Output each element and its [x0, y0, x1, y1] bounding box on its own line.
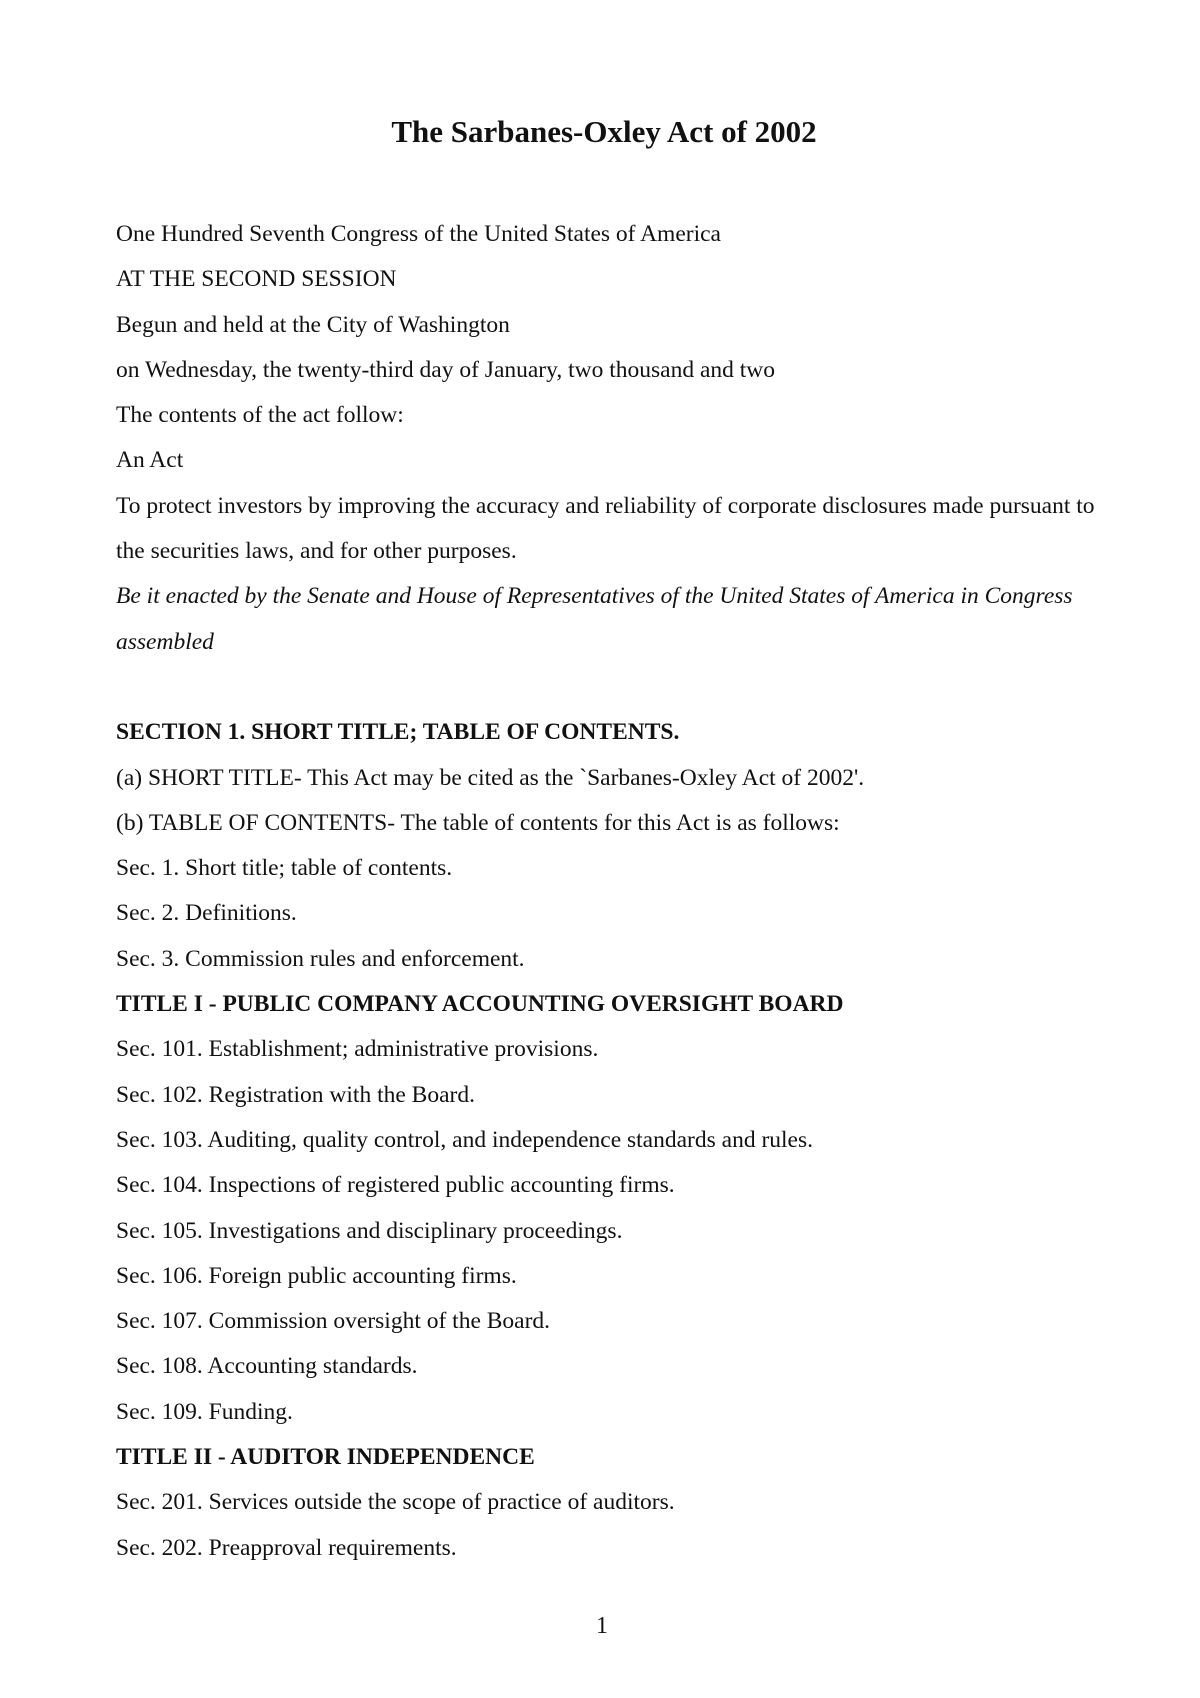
toc-item: Sec. 107. Commission oversight of the Board. — [116, 1308, 551, 1335]
document-title: The Sarbanes-Oxley Act of 2002 — [391, 114, 817, 149]
toc-item: Sec. 106. Foreign public accounting firms. — [116, 1262, 517, 1289]
toc-item: Sec. 3. Commission rules and enforcement. — [116, 945, 525, 972]
toc-item: Sec. 105. Investigations and disciplinary proceedings. — [116, 1217, 623, 1244]
toc-item: Sec. 2. Definitions. — [116, 900, 297, 927]
title-1-heading: TITLE I - PUBLIC COMPANY ACCOUNTING OVERSIGHT BOARD — [116, 991, 844, 1018]
page-number: 1 — [596, 1613, 608, 1639]
toc-item: Sec. 109. Funding. — [116, 1398, 293, 1425]
section-1-heading: SECTION 1. SHORT TITLE; TABLE OF CONTENTS. — [116, 719, 680, 746]
toc-item: Sec. 201. Services outside the scope of practice of auditors. — [116, 1489, 675, 1516]
toc-item: Sec. 102. Registration with the Board. — [116, 1081, 475, 1108]
preamble-contents-intro: The contents of the act follow: — [116, 402, 404, 429]
enacting-clause: Be it enacted by the Senate and House of Representatives of the United States of America in Congress assembled — [116, 583, 1073, 655]
toc-item: Sec. 202. Preapproval requirements. — [116, 1534, 457, 1561]
toc-item: Sec. 1. Short title; table of contents. — [116, 855, 453, 882]
toc-intro-paragraph: (b) TABLE OF CONTENTS- The table of contents for this Act is as follows: — [116, 809, 840, 836]
preamble-session: AT THE SECOND SESSION — [116, 266, 397, 293]
preamble-an-act: An Act — [116, 447, 184, 474]
preamble-purpose: To protect investors by improving the accuracy and reliability of corporate disclosures made pursuant to the securities laws, and for other purposes. — [116, 492, 1095, 565]
section-spacer — [116, 665, 1116, 710]
document-body — [116, 212, 1116, 1571]
preamble-date: on Wednesday, the twenty-third day of January, two thousand and two — [116, 356, 776, 383]
preamble-congress: One Hundred Seventh Congress of the United States of America — [116, 221, 721, 247]
toc-item: Sec. 108. Accounting standards. — [116, 1353, 418, 1380]
short-title-paragraph: (a) SHORT TITLE- This Act may be cited as the `Sarbanes-Oxley Act of 2002'. — [116, 764, 865, 791]
preamble-location: Begun and held at the City of Washington — [116, 311, 510, 338]
toc-item: Sec. 103. Auditing, quality control, and independence standards and rules. — [116, 1126, 814, 1153]
title-2-heading: TITLE II - AUDITOR INDEPENDENCE — [116, 1444, 535, 1471]
toc-item: Sec. 101. Establishment; administrative provisions. — [116, 1036, 599, 1063]
toc-item: Sec. 104. Inspections of registered public accounting firms. — [116, 1172, 675, 1199]
